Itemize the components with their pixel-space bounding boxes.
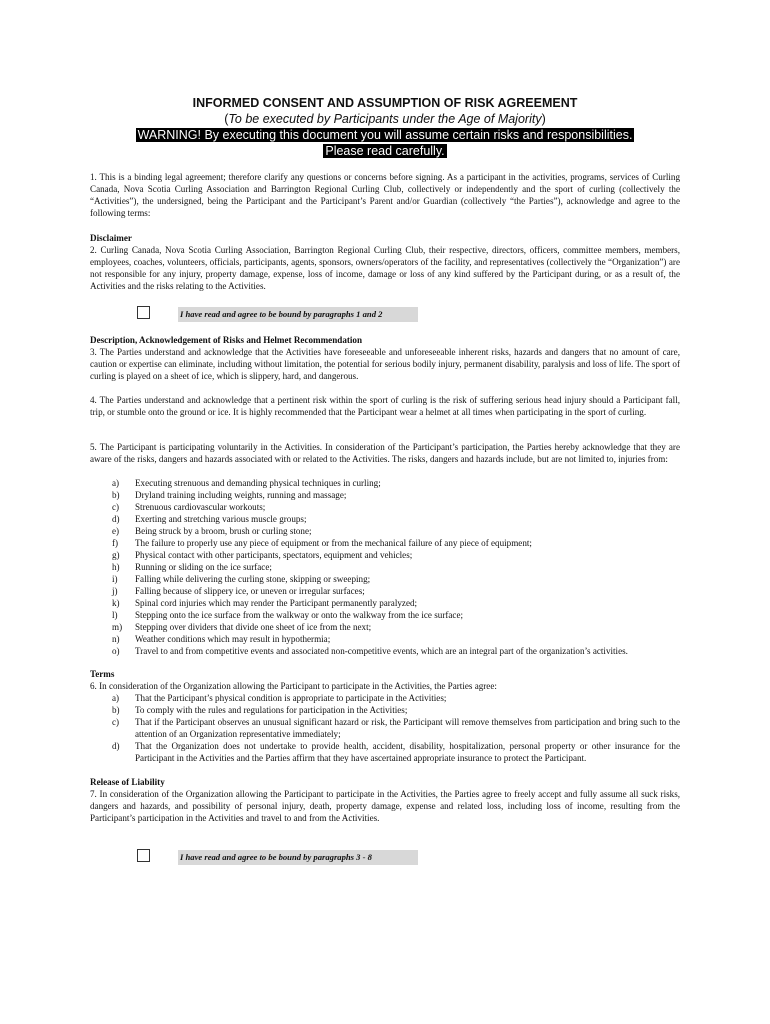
list-marker: k): [112, 598, 120, 608]
list-marker: b): [112, 705, 120, 715]
release-heading: Release of Liability: [90, 777, 165, 787]
warning-line-2: Please read carefully.: [325, 144, 445, 158]
list-item: [90, 549, 680, 561]
paragraph-6: 6. In consideration of the Organization allowing the Participant to participate in the Activities, the Parties agree:: [90, 681, 497, 691]
list-item: [90, 501, 680, 513]
list-text: Spinal cord injuries which may render the Participant permanently paralyzed;: [135, 598, 418, 608]
list-text: That the Organization does not undertake to provide health, accident, disability, hospitalization, personal property or other insurance for the Participant in the Activities and the Parties affirm that they have ascertained appropriate insurance to protect the Participant.: [135, 741, 680, 763]
list-item: [90, 537, 680, 549]
list-item: [90, 609, 680, 621]
list-marker: o): [112, 646, 120, 656]
list-text: Executing strenuous and demanding physical techniques in curling;: [135, 478, 381, 488]
warning-line-1: WARNING! By executing this document you will assume certain risks and responsibilities.: [137, 128, 633, 142]
subtitle-italic: To be executed by Participants under the Age of Majority: [228, 112, 542, 126]
paragraph-2: 2. Curling Canada, Nova Scotia Curling Association, Barrington Regional Curling Club, their respective, directors, officers, committee members, members, employees, coaches, volunteers, officials, participants, agents, sponsors, owners/operators of the facility, and representatives (collectively the “Organization”) are not responsible for any injury, property damage, expense, loss of income, damage or loss of any kind suffered by the Participant during, or as a result of, the Activities and the risks relating to the Activities.: [90, 245, 680, 291]
list-text: Being struck by a broom, brush or curling stone;: [135, 526, 312, 536]
subtitle-open: (: [224, 112, 229, 126]
list-item: [90, 489, 680, 501]
list-item: [90, 692, 680, 704]
paragraph-7: 7. In consideration of the Organization allowing the Participant to participate in the Activities, the Parties agree to freely accept and fully assume all suck risks, dangers and hazards, and possibility of personal injury, death, property damage, expense and related loss, including loss of income, resulting from the Participant’s participation in the Activities and travel to and from the Activities.: [90, 789, 680, 823]
list-item: [90, 573, 680, 585]
list-marker: c): [112, 502, 120, 512]
list-text: Weather conditions which may result in hypothermia;: [135, 634, 331, 644]
list-text: Travel to and from competitive events and associated non-competitive events, which are an integral part of the organization’s activities.: [135, 646, 628, 656]
list-text: Stepping onto the ice surface from the walkway or onto the walkway from the ice surface;: [135, 610, 464, 620]
list-marker: e): [112, 526, 120, 536]
list-marker: c): [112, 717, 120, 727]
paragraph-4: 4. The Parties understand and acknowledge that a pertinent risk within the sport of curling is the risk of suffering serious head injury should a Participant fall, trip, or stumble onto the ground or ice. It is highly recommended that the Participant wear a helmet at all times when participating in the sport of curling.: [90, 395, 680, 417]
document-title: INFORMED CONSENT AND ASSUMPTION OF RISK AGREEMENT: [192, 96, 578, 110]
subtitle-close: ): [541, 112, 546, 126]
agree-checkbox-1[interactable]: [137, 306, 150, 319]
list-marker: d): [112, 514, 120, 524]
list-item: [90, 704, 680, 716]
list-text: Dryland training including weights, running and massage;: [135, 490, 347, 500]
list-marker: d): [112, 741, 120, 751]
list-marker: f): [112, 538, 119, 548]
list-marker: g): [112, 550, 120, 560]
list-item: [90, 716, 680, 740]
list-item: [90, 740, 680, 764]
list-marker: a): [112, 478, 120, 488]
document-subtitle: [90, 111, 680, 127]
list-item: [90, 645, 680, 657]
list-marker: h): [112, 562, 120, 572]
list-marker: b): [112, 490, 120, 500]
list-text: Falling because of slippery ice, or uneven or irregular surfaces;: [135, 586, 365, 596]
list-item: [90, 597, 680, 609]
risks-heading: Description, Acknowledgement of Risks and Helmet Recommendation: [90, 335, 363, 345]
list-item: [90, 477, 680, 489]
terms-heading: Terms: [90, 669, 115, 679]
list-marker: i): [112, 574, 118, 584]
list-text: That the Participant’s physical condition is appropriate to participate in the Activities;: [135, 693, 447, 703]
list-text: To comply with the rules and regulations for participation in the Activities;: [135, 705, 408, 715]
list-text: Running or sliding on the ice surface;: [135, 562, 272, 572]
list-marker: n): [112, 634, 120, 644]
agree-label-2: I have read and agree to be bound by paragraphs 3 - 8: [178, 850, 418, 865]
list-item: [90, 525, 680, 537]
list-marker: j): [112, 586, 118, 596]
terms-list: [90, 692, 680, 764]
disclaimer-heading: Disclaimer: [90, 233, 132, 243]
list-marker: a): [112, 693, 120, 703]
list-text: That if the Participant observes an unusual significant hazard or risk, the Participant will remove themselves from participation and bring such to the attention of an Organization representative immediately;: [135, 717, 680, 739]
warning-banner: [90, 127, 680, 159]
list-item: [90, 633, 680, 645]
list-item: [90, 561, 680, 573]
list-item: [90, 585, 680, 597]
list-item: [90, 621, 680, 633]
list-text: Stepping over dividers that divide one sheet of ice from the next;: [135, 622, 372, 632]
agree-label-1: I have read and agree to be bound by paragraphs 1 and 2: [178, 307, 418, 322]
agree-checkbox-2[interactable]: [137, 849, 150, 862]
risk-list: [90, 477, 680, 657]
list-marker: m): [112, 622, 123, 632]
paragraph-1: 1. This is a binding legal agreement; therefore clarify any questions or concerns before signing. As a participant in the activities, programs, services of Curling Canada, Nova Scotia Curling Association and Barrington Regional Curling Club, collectively or independently and the sport of curling (collectively the “Activities”), the undersigned, being the Participant and the Participant’s Parent and/or Guardian (collectively “the Parties”), acknowledge and agree to the following terms:: [90, 172, 680, 218]
paragraph-5: 5. The Participant is participating voluntarily in the Activities. In consideration of the Participant’s participation, the Parties hereby acknowledge that they are aware of the risks, dangers and hazards associated with or related to the Activities. The risks, dangers and hazards include, but are not limited to, injuries from:: [90, 442, 680, 464]
list-text: Physical contact with other participants, spectators, equipment and vehicles;: [135, 550, 413, 560]
list-text: Falling while delivering the curling stone, skipping or sweeping;: [135, 574, 371, 584]
list-text: Exerting and stretching various muscle groups;: [135, 514, 307, 524]
paragraph-3: 3. The Parties understand and acknowledge that the Activities have foreseeable and unforeseeable inherent risks, hazards and dangers that no amount of care, caution or expertise can eliminate, including without limitation, the potential for serious bodily injury, permanent disability, paralysis and loss of life. The sport of curling is played on a sheet of ice, which is slippery, hard, and dangerous.: [90, 347, 680, 381]
list-item: [90, 513, 680, 525]
list-text: Strenuous cardiovascular workouts;: [135, 502, 266, 512]
list-marker: l): [112, 610, 118, 620]
list-text: The failure to properly use any piece of equipment or from the mechanical failure of any piece of equipment;: [135, 538, 532, 548]
